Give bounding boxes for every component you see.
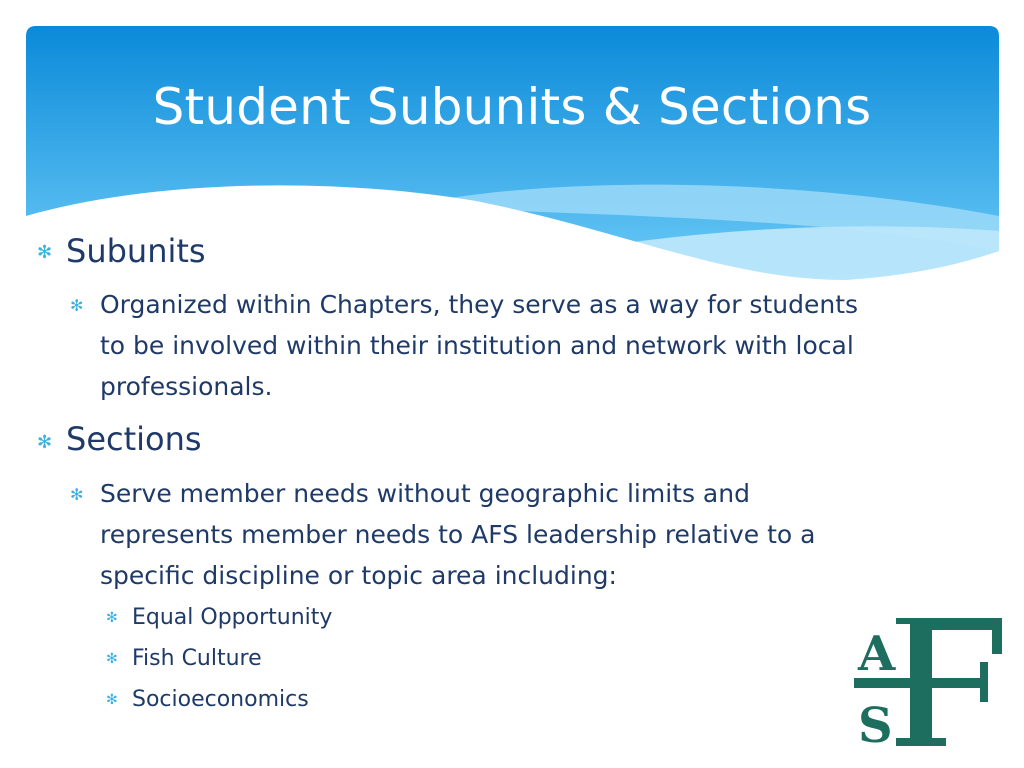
logo-f-mid-serif [980, 662, 988, 702]
list-item: Fish Culture [132, 646, 262, 671]
logo-f-arm-serif [992, 618, 1002, 654]
bullet-icon: ✻ [106, 692, 118, 708]
logo-f-mid [932, 678, 988, 688]
bullet-subunits: Subunits [66, 232, 206, 270]
logo-letter-a: A [858, 626, 896, 682]
afs-logo [852, 616, 1004, 748]
text-line: specific discipline or topic area including: [100, 561, 617, 590]
text-line: represents member needs to AFS leadership relative to a [100, 520, 816, 549]
page-title: Student Subunits & Sections [152, 78, 872, 136]
bullet-icon: ✻ [37, 432, 53, 453]
text-line: to be involved within their institution and network with local [100, 331, 854, 360]
bullet-icon: ✻ [70, 485, 84, 504]
subunits-description [100, 284, 1000, 407]
logo-f-stem [910, 620, 932, 744]
list-item: Socioeconomics [132, 687, 309, 712]
bullet-icon: ✻ [106, 610, 118, 626]
sections-description [100, 473, 1000, 596]
bullet-sections: Sections [66, 420, 202, 458]
logo-letter-s: S [858, 698, 893, 748]
text-line: Organized within Chapters, they serve as a way for students [100, 290, 859, 319]
bullet-icon: ✻ [70, 296, 84, 315]
text-line: Serve member needs without geographic limits and [100, 479, 750, 508]
bullet-icon: ✻ [106, 651, 118, 667]
logo-f-arm [910, 618, 1002, 630]
logo-f-serif-bottom [896, 738, 946, 746]
text-line: professionals. [100, 372, 273, 401]
bullet-icon: ✻ [37, 242, 53, 263]
list-item: Equal Opportunity [132, 605, 333, 630]
